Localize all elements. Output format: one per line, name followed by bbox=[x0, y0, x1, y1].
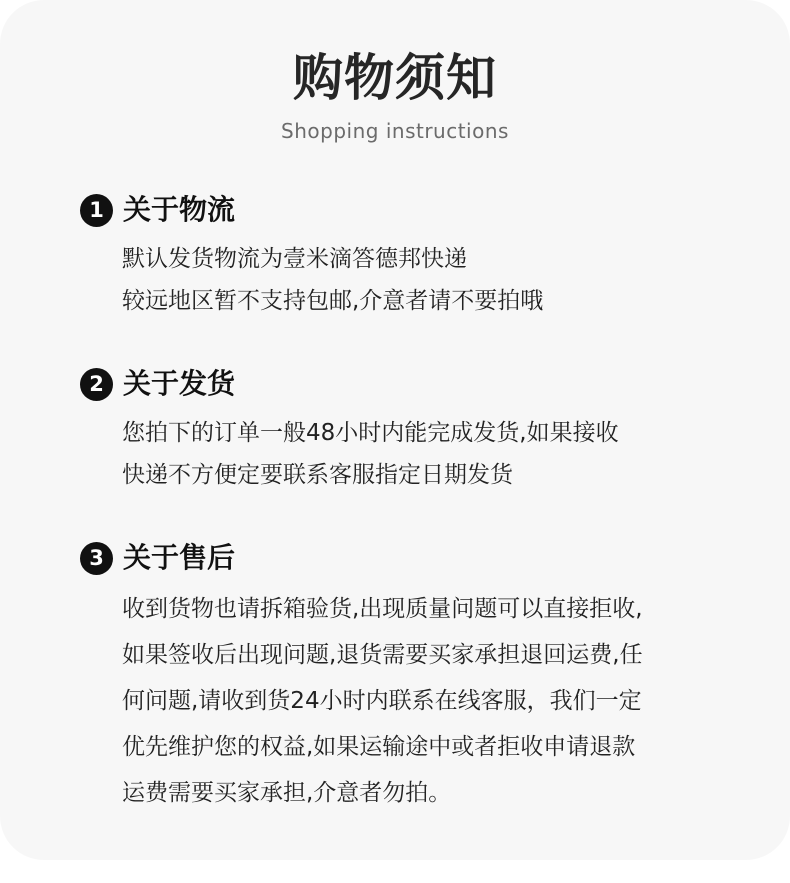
body-line: 较远地区暂不支持包邮,介意者请不要拍哦 bbox=[122, 288, 544, 314]
section-heading bbox=[80, 364, 780, 404]
section-heading bbox=[80, 538, 780, 578]
section-title: 关于售后 bbox=[123, 541, 236, 574]
section-body bbox=[122, 586, 780, 816]
body-line: 默认发货物流为壹米滴答德邦快递 bbox=[122, 246, 467, 272]
body-line: 优先维护您的权益,如果运输途中或者拒收申请退款 bbox=[122, 734, 636, 760]
section-title: 关于物流 bbox=[123, 193, 236, 226]
section-after-sales bbox=[80, 538, 780, 816]
page-subtitle: Shopping instructions bbox=[281, 119, 509, 143]
number-badge-icon: 2 bbox=[80, 368, 113, 401]
section-shipping bbox=[80, 364, 780, 496]
body-line: 如果签收后出现问题,退货需要买家承担退回运费,任 bbox=[122, 642, 643, 668]
section-body bbox=[122, 238, 780, 322]
body-line: 何问题,请收到货24小时内联系在线客服，我们一定 bbox=[122, 688, 642, 714]
body-line: 收到货物也请拆箱验货,出现质量问题可以直接拒收, bbox=[122, 596, 643, 622]
section-title: 关于发货 bbox=[123, 367, 236, 400]
section-heading bbox=[80, 190, 780, 230]
number-badge-icon: 3 bbox=[80, 542, 113, 575]
number-badge-icon: 1 bbox=[80, 194, 113, 227]
page-title: 购物须知 bbox=[293, 49, 497, 107]
body-line: 快递不方便定要联系客服指定日期发货 bbox=[122, 462, 513, 488]
body-line: 您拍下的订单一般48小时内能完成发货,如果接收 bbox=[122, 420, 619, 446]
body-line: 运费需要买家承担,介意者勿拍。 bbox=[122, 780, 452, 806]
section-logistics bbox=[80, 190, 780, 322]
section-body bbox=[122, 412, 780, 496]
